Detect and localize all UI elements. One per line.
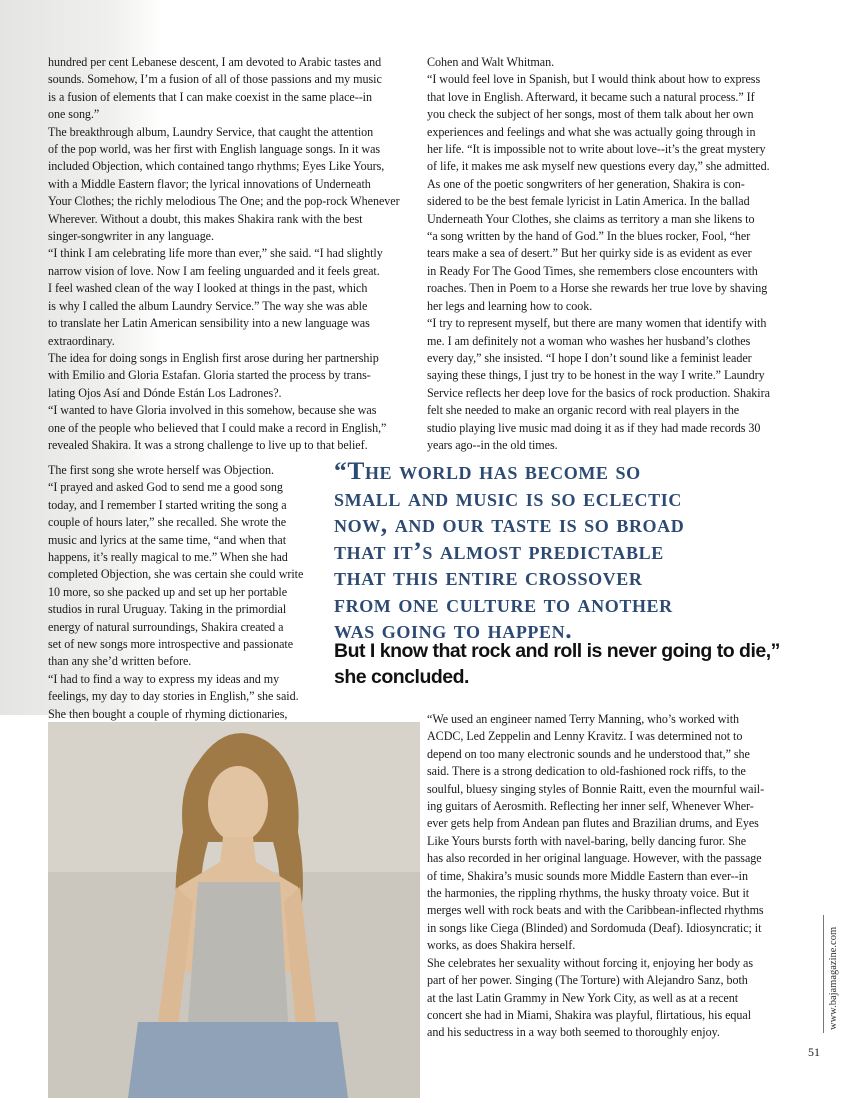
- article-text: Cohen and Walt Whitman. “I would feel love in Spanish, but I would think about how to express that love in English. Afterward, it became such a natural process.” If you check the subject of her songs, most of them talk about her own experiences and feelings and what she was actually going through in her life. “It is impossible not to write about love--it’s the great mystery of life, it makes me ask myself new questions every day,” she admitted. As one of the poetic songwriters of her generation, Shakira is con- sidered to be the best female lyricist in Latin America. In the ballad Underneath Your Clothes, she claims as territory a man she likens to “a song written by the hand of God.” In the blues rocker, Fool, “her tears make a sea of desert.” But her quirky side is as evident as ever in Ready For The Good Times, she remembers close encounters with roaches. Then in Poem to a Horse she rewards her true love by shaving her legs and learning how to cook. “I try to represent myself, but there are many women that identify with me. I am definitely not a woman who washes her husband’s clothes every day,” she insisted. “I hope I don’t sound like a feminist leader saying these things, I just try to be honest in the way I write.” Laundry Service reflects her deep love for the basics of rock production. Shakira felt she needed to make an organic record with real players in the studio playing live music mad doing it as if they had made records 30 years ago--in the old times.: [427, 55, 770, 452]
- page-number: 51: [808, 1045, 820, 1059]
- article-column-right-lower: [427, 711, 797, 1042]
- article-column-left: [48, 54, 410, 454]
- article-text: The first song she wrote herself was Objection. “I prayed and asked God to send me a good song today, and I remember I started writing the song a couple of hours later,” she recalled. She wrote the music and lyrics at the same time, “and when that happens, it’s really magical to me.” When she had completed Objection, she was certain she could write 10 more, so she packed up and set up her portable studios in rural Uruguay. Taking in the primordial energy of natural surroundings, Shakira created a set of new songs more introspective and passionate than any she’d written before. “I had to find a way to express my ideas and my feelings, my day to day stories in English,” she said. She then bought a couple of rhyming dictionaries,: [48, 463, 304, 721]
- article-text: hundred per cent Lebanese descent, I am devoted to Arabic tastes and sounds. Somehow, I’m a fusion of all of those passions and my music is a fusion of elements that I can make coexist in the same place--in one song.” The breakthrough album, Laundry Service, that caught the attention of the pop world, was her first with English language songs. In it was included Objection, which contained tango rhythms; Eyes Like Yours, with a Middle Eastern flavor; the lyrical innovations of Underneath Your Clothes; the richly melodious The One; and the pop-rock Whenever Wherever. Without a doubt, this makes Shakira rank with the best singer-songwriter in any language. “I think I am celebrating life more than ever,” she said. “I had slightly narrow vision of love. Now I am feeling unguarded and it feels great. I feel washed clean of the way I looked at things in the past, which is why I called the album Laundry Service.” The way she was able to translate her Latin American sensibility into a new language was extraordinary. The idea for doing songs in English first arose during her partnership with Emilio and Gloria Estafan. Gloria started the process by trans- lating Ojos Así and Dónde Están Los Ladrones?. “I wanted to have Gloria involved in this somehow, because she was one of the people who believed that I could make a record in English,” revealed Shakira. It was a strong challenge to live up to that belief.: [48, 55, 400, 452]
- photo-illustration: [48, 722, 420, 1098]
- article-column-right: [427, 54, 797, 454]
- article-column-left-narrow: [48, 462, 328, 741]
- site-url: www.bajamagazine.com: [828, 926, 839, 1030]
- footer-divider: [823, 915, 824, 1033]
- shakira-photo: [48, 722, 420, 1098]
- article-text: “We used an engineer named Terry Manning, who’s worked with ACDC, Led Zeppelin and Lenny Kravitz. I was determined not to depend on too many electronic sounds and he understood that,” she said. There is a strong dedication to old-fashioned rock riffs, to the soulful, bluesy singing styles of Bonnie Raitt, even the mournful wail- ing guitars of Aerosmith. Reflecting her inner self, Whenever Wher- ever gets help from Andean pan flutes and Brazilian drums, and Eyes Like Yours bursts forth with navel-baring, belly dancing furor. She has also recorded in her original language. However, with the passage of time, Shakira’s music sounds more Middle Eastern than ever--in the harmonies, the rippling rhythms, the husky throaty voice. But it merges well with rock beats and with the Caribbean-inflected rhythms in songs like Ciega (Blinded) and Sordomuda (Deaf). Idiosyncratic; it works, as does Shakira herself. She celebrates her sexuality without forcing it, enjoying her body as part of her power. Singing (The Torture) with Alejandro Sanz, both at the last Latin Grammy in New York City, as well as at a recent concert she had in Miami, Shakira was playful, flirtatious, his equal and his seductress in a way both seemed to thoroughly enjoy.: [427, 712, 765, 1040]
- pull-quote: “The world has become so small and music is so eclectic now, and our taste is so broad that it’s almost predictable that this entire crossover from one culture to another was going to happen.: [334, 456, 685, 644]
- pull-quote-attribution: But I know that rock and roll is never going to die,” she concluded.: [334, 640, 780, 688]
